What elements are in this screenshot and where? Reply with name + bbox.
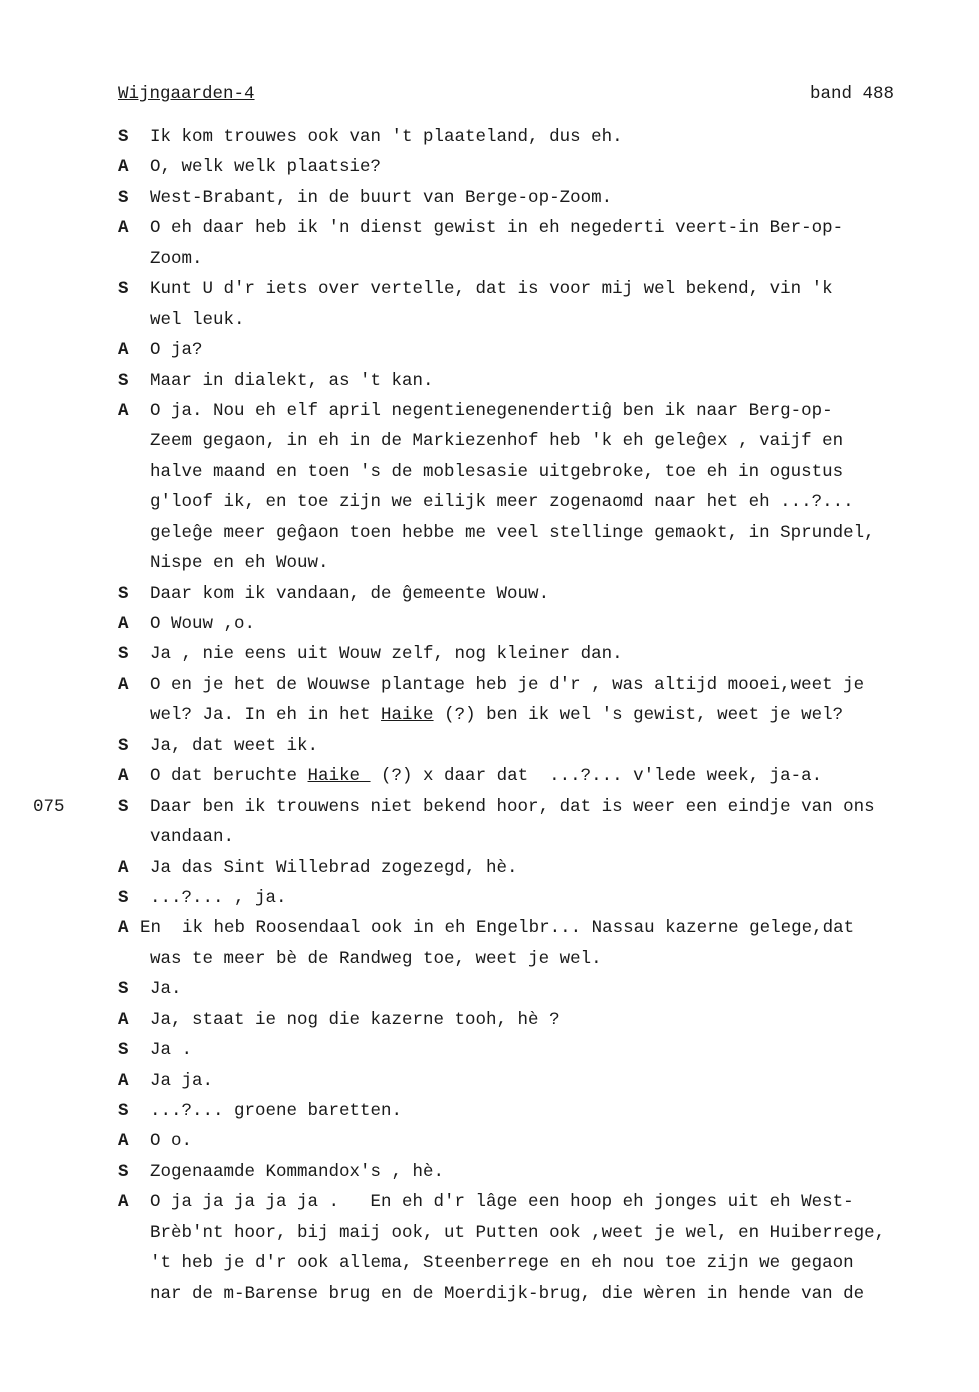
transcript-line [0, 366, 979, 396]
underlined-word: Haike [307, 766, 371, 787]
line-text: O, welk welk plaatsie? [150, 157, 382, 178]
transcript-line [0, 274, 979, 304]
transcript-line [0, 396, 979, 426]
transcript-line [0, 244, 979, 274]
line-text: was te meer bè de Randweg toe, weet je wel. [150, 948, 602, 969]
transcript-line [0, 974, 979, 1004]
speaker-label: S [118, 187, 129, 208]
speaker-label: S [118, 644, 129, 665]
transcript-line [0, 426, 979, 456]
line-text: Zeem gegaon, in eh in de Markiezenhof heb 'k eh geleĝex , vaijf en [150, 431, 844, 452]
line-text: Zogenaamde Kommandox's , hè. [150, 1161, 445, 1182]
line-text: Daar kom ik vandaan, de ĝemeente Wouw. [150, 583, 550, 604]
speaker-label: A [118, 400, 129, 421]
line-text: vandaan. [150, 827, 235, 848]
line-text: ...?... groene baretten. [150, 1101, 403, 1121]
line-text: Ja. [150, 979, 182, 1000]
tape-number: band 488 [810, 84, 895, 104]
transcript-line [0, 183, 979, 213]
transcript-line [0, 609, 979, 639]
speaker-label: S [118, 887, 129, 908]
speaker-label: S [118, 796, 129, 817]
speaker-label: S [118, 279, 129, 300]
speaker-label: S [118, 979, 129, 1000]
speaker-label: A [118, 1070, 129, 1091]
line-text [150, 761, 822, 791]
line-text: O Wouw ,o. [150, 614, 256, 634]
transcript-line [0, 700, 979, 730]
transcript-line [0, 792, 979, 822]
transcript-line [0, 518, 979, 548]
speaker-label: S [118, 583, 129, 604]
line-text: O en je het de Wouwse plantage heb je d'r , was altijd mooei,weet je [150, 674, 865, 695]
line-text: Ja das Sint Willebrad zogezegd, hè. [150, 857, 518, 878]
text-segment: wel? Ja. In eh in het [150, 705, 382, 726]
speaker-label: S [118, 735, 129, 756]
transcript-line [0, 944, 979, 974]
line-text: Kunt U d'r iets over vertelle, dat is voor mij wel bekend, vin 'k [150, 279, 833, 300]
transcript-line [0, 1035, 979, 1065]
line-text: Maar in dialekt, as 't kan. [150, 370, 434, 391]
transcript-line [0, 305, 979, 335]
text-segment: O dat beruchte [150, 766, 308, 787]
margin-counter: 075 [33, 796, 65, 817]
transcript-line [0, 122, 979, 152]
transcript-line [0, 1248, 979, 1278]
transcript-line [0, 579, 979, 609]
underlined-word: Haike [381, 705, 434, 726]
speaker-label: S [118, 127, 129, 147]
transcript-line [0, 822, 979, 852]
line-text: O ja ja ja ja ja . En eh d'r lâge een hoop eh jonges uit eh West- [150, 1192, 854, 1213]
transcript-line [0, 1279, 979, 1309]
speaker-label: S [118, 1101, 129, 1121]
transcript-line [0, 487, 979, 517]
transcript-line [0, 1096, 979, 1126]
speaker-label: A [118, 857, 129, 878]
transcript-line [0, 1157, 979, 1187]
speaker-label: S [118, 1161, 129, 1182]
speaker-label: S [118, 1040, 129, 1061]
transcript-line [0, 457, 979, 487]
transcript-line [0, 1005, 979, 1035]
speaker-label: A [118, 674, 129, 695]
line-text: halve maand en toen 's de moblesasie uitgebroke, toe eh in ogustus [150, 461, 844, 482]
line-text: Ja , nie eens uit Wouw zelf, nog kleiner dan. [150, 644, 623, 665]
document-title: Wijngaarden-4 [118, 84, 255, 104]
speaker-label: S [118, 370, 129, 391]
transcript-line [0, 548, 979, 578]
line-text: O ja? [150, 340, 203, 361]
line-text: Ja, staat ie nog die kazerne tooh, hè ? [150, 1009, 560, 1030]
line-text: En ik heb Roosendaal ook in eh Engelbr... Nassau kazerne gelege,dat [140, 918, 855, 939]
line-text: O eh daar heb ik 'n dienst gewist in eh negederti veert-in Ber-op- [150, 218, 844, 239]
line-text: Ja ja. [150, 1070, 214, 1091]
transcript-line [0, 731, 979, 761]
transcript-line [0, 913, 979, 943]
speaker-label: A [118, 1192, 129, 1213]
line-text: Ja, dat weet ik. [150, 735, 319, 756]
text-segment: (?) x daar dat ...?... v'lede week, ja-a. [370, 766, 823, 787]
line-text: West-Brabant, in de buurt van Berge-op-Zoom. [150, 187, 613, 208]
transcript-line [0, 883, 979, 913]
transcript-line [0, 1218, 979, 1248]
transcript-line [0, 639, 979, 669]
line-text: ...?... , ja. [150, 887, 287, 908]
speaker-label: A [118, 157, 129, 178]
speaker-label: A [118, 1009, 129, 1030]
line-text: Nispe en eh Wouw. [150, 553, 329, 574]
speaker-label: A [118, 766, 129, 787]
line-text: g'loof ik, en toe zijn we eilijk meer zogenaomd naar het eh ...?... [150, 492, 854, 513]
transcript-line [0, 670, 979, 700]
speaker-label: A [118, 1131, 129, 1152]
text-segment: (?) ben ik wel 's gewist, weet je wel? [433, 705, 844, 726]
line-text: Ik kom trouwes ook van 't plaateland, dus eh. [150, 127, 623, 147]
speaker-label: A [118, 614, 129, 634]
speaker-label: A [118, 918, 129, 939]
line-text [150, 700, 843, 730]
transcript-line [0, 1187, 979, 1217]
line-text: 't heb je d'r ook allema, Steenberrege en eh nou toe zijn we gegaon [150, 1253, 854, 1274]
line-text: Brèb'nt hoor, bij maij ook, ut Putten ook ,weet je wel, en Huiberrege, [150, 1222, 886, 1243]
transcript-line [0, 213, 979, 243]
line-text: O o. [150, 1131, 193, 1152]
transcript-line [0, 1066, 979, 1096]
line-text: O ja. Nou eh elf april negentienegenendertiĝ ben ik naar Berg-op- [150, 400, 833, 421]
line-text: Ja . [150, 1040, 193, 1061]
line-text: Daar ben ik trouwens niet bekend hoor, dat is weer een eindje van ons [150, 796, 875, 817]
speaker-label: A [118, 340, 129, 361]
line-text: Zoom. [150, 248, 203, 269]
transcript-line [0, 853, 979, 883]
transcript-line [0, 152, 979, 182]
transcript-body [0, 122, 979, 1309]
line-text: wel leuk. [150, 309, 245, 330]
speaker-label: A [118, 218, 129, 239]
transcript-line [0, 335, 979, 365]
transcript-line [0, 1126, 979, 1156]
transcript-line [0, 761, 979, 791]
line-text: nar de m-Barense brug en de Moerdijk-brug, die wèren in hende van de [150, 1283, 865, 1304]
line-text: geleĝe meer geĝaon toen hebbe me veel stellinge gemaokt, in Sprundel, [150, 522, 875, 543]
